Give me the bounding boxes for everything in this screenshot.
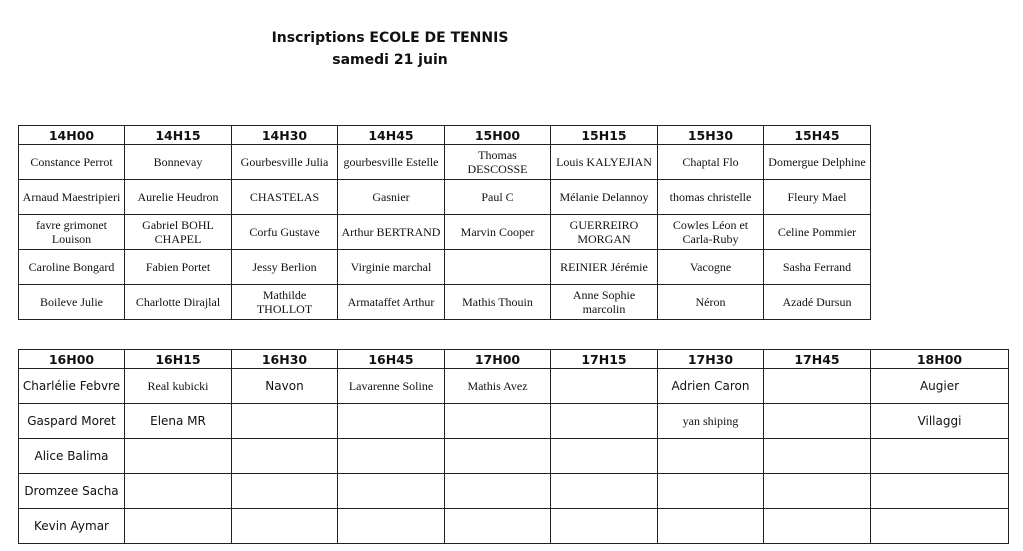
- registrant-cell: Gourbesville Julia: [232, 145, 338, 180]
- table-row: [19, 474, 1009, 509]
- registrant-cell: Louis KALYEJIAN: [551, 145, 658, 180]
- registrant-cell: yan shiping: [658, 404, 764, 439]
- schedule-table-afternoon-early: [18, 125, 871, 320]
- registrant-cell: [125, 509, 232, 544]
- page-subtitle-date: samedi 21 juin: [332, 52, 448, 68]
- registrant-cell: Arthur BERTRAND: [338, 215, 445, 250]
- time-slot-header: 16H00: [19, 350, 125, 369]
- registrant-cell: [445, 439, 551, 474]
- table-row: [19, 215, 871, 250]
- registrant-cell: Néron: [658, 285, 764, 320]
- time-slot-header: 15H15: [551, 126, 658, 145]
- registrant-cell: favre grimonet Louison: [19, 215, 125, 250]
- time-slot-header: 15H30: [658, 126, 764, 145]
- time-slot-header: 16H45: [338, 350, 445, 369]
- time-slot-header: 15H45: [764, 126, 871, 145]
- time-slot-header: 14H30: [232, 126, 338, 145]
- registrant-cell: [551, 474, 658, 509]
- registrant-cell: CHASTELAS: [232, 180, 338, 215]
- registrant-cell: [338, 474, 445, 509]
- page-title: Inscriptions ECOLE DE TENNIS: [271, 30, 509, 46]
- registrant-cell: [445, 404, 551, 439]
- registrant-cell: [871, 439, 1009, 474]
- registrant-cell: Sasha Ferrand: [764, 250, 871, 285]
- registrant-cell: Marvin Cooper: [445, 215, 551, 250]
- registrant-cell: Celine Pommier: [764, 215, 871, 250]
- registrant-cell: [658, 439, 764, 474]
- registrant-cell: [445, 509, 551, 544]
- registrant-cell: Augier: [871, 369, 1009, 404]
- registrant-cell: REINIER Jérémie: [551, 250, 658, 285]
- time-slot-header: 17H45: [764, 350, 871, 369]
- time-slot-header: 14H15: [125, 126, 232, 145]
- registrant-cell: [551, 369, 658, 404]
- registrant-cell: Bonnevay: [125, 145, 232, 180]
- registrant-cell: Azadé Dursun: [764, 285, 871, 320]
- registrant-cell: Vacogne: [658, 250, 764, 285]
- registrant-cell: [658, 509, 764, 544]
- table-row: [19, 509, 1009, 544]
- time-slot-header: 15H00: [445, 126, 551, 145]
- registrant-cell: [551, 404, 658, 439]
- registrant-cell: [445, 474, 551, 509]
- registrant-cell: [338, 509, 445, 544]
- time-slot-header: 14H00: [19, 126, 125, 145]
- registrant-cell: [232, 474, 338, 509]
- registrant-cell: [232, 404, 338, 439]
- registrant-cell: [125, 439, 232, 474]
- registrant-cell: Alice Balima: [19, 439, 125, 474]
- registrant-cell: Caroline Bongard: [19, 250, 125, 285]
- registrant-cell: Chaptal Flo: [658, 145, 764, 180]
- table-header-row: [19, 350, 1009, 369]
- registrant-cell: gourbesville Estelle: [338, 145, 445, 180]
- registrant-cell: [764, 509, 871, 544]
- time-slot-header: 16H30: [232, 350, 338, 369]
- time-slot-header: 14H45: [338, 126, 445, 145]
- registrant-cell: Aurelie Heudron: [125, 180, 232, 215]
- registrant-cell: Cowles Léon et Carla-Ruby: [658, 215, 764, 250]
- time-slot-header: 17H00: [445, 350, 551, 369]
- registrant-cell: Boileve Julie: [19, 285, 125, 320]
- registrant-cell: [764, 474, 871, 509]
- registrant-cell: Constance Perrot: [19, 145, 125, 180]
- time-slot-header: 17H30: [658, 350, 764, 369]
- registrant-cell: Dromzee Sacha: [19, 474, 125, 509]
- registrant-cell: Domergue Delphine: [764, 145, 871, 180]
- registrant-cell: Villaggi: [871, 404, 1009, 439]
- registrant-cell: [551, 439, 658, 474]
- registrant-cell: Virginie marchal: [338, 250, 445, 285]
- registrant-cell: [338, 404, 445, 439]
- registrant-cell: Charlotte Dirajlal: [125, 285, 232, 320]
- registrant-cell: [764, 369, 871, 404]
- registrant-cell: Navon: [232, 369, 338, 404]
- registrant-cell: [125, 474, 232, 509]
- registrant-cell: Mathis Avez: [445, 369, 551, 404]
- registrant-cell: [871, 474, 1009, 509]
- time-slot-header: 16H15: [125, 350, 232, 369]
- table-row: [19, 404, 1009, 439]
- registrant-cell: [551, 509, 658, 544]
- registrant-cell: Mélanie Delannoy: [551, 180, 658, 215]
- table-row: [19, 369, 1009, 404]
- registrant-cell: [232, 439, 338, 474]
- registrant-cell: Elena MR: [125, 404, 232, 439]
- registrant-cell: GUERREIRO MORGAN: [551, 215, 658, 250]
- registrant-cell: Mathilde THOLLOT: [232, 285, 338, 320]
- registrant-cell: thomas christelle: [658, 180, 764, 215]
- time-slot-header: 17H15: [551, 350, 658, 369]
- table-row: [19, 180, 871, 215]
- registrant-cell: Corfu Gustave: [232, 215, 338, 250]
- registrant-cell: Fleury Mael: [764, 180, 871, 215]
- registrant-cell: [764, 404, 871, 439]
- table-row: [19, 145, 871, 180]
- registrant-cell: Arnaud Maestripieri: [19, 180, 125, 215]
- schedule-table-afternoon-late: [18, 349, 1009, 544]
- table-row: [19, 285, 871, 320]
- registrant-cell: Paul C: [445, 180, 551, 215]
- registrant-cell: Gaspard Moret: [19, 404, 125, 439]
- registrant-cell: Fabien Portet: [125, 250, 232, 285]
- registrant-cell: Real kubicki: [125, 369, 232, 404]
- registrant-cell: [871, 509, 1009, 544]
- registrant-cell: Adrien Caron: [658, 369, 764, 404]
- registrant-cell: [764, 439, 871, 474]
- table-header-row: [19, 126, 871, 145]
- table-row: [19, 250, 871, 285]
- table-row: [19, 439, 1009, 474]
- registrant-cell: [658, 474, 764, 509]
- registrant-cell: Armataffet Arthur: [338, 285, 445, 320]
- registrant-cell: Mathis Thouin: [445, 285, 551, 320]
- registrant-cell: Lavarenne Soline: [338, 369, 445, 404]
- registrant-cell: [338, 439, 445, 474]
- registrant-cell: Jessy Berlion: [232, 250, 338, 285]
- registrant-cell: [232, 509, 338, 544]
- registrant-cell: Thomas DESCOSSE: [445, 145, 551, 180]
- registrant-cell: Charlélie Febvre: [19, 369, 125, 404]
- registrant-cell: [445, 250, 551, 285]
- registrant-cell: Anne Sophie marcolin: [551, 285, 658, 320]
- registrant-cell: Kevin Aymar: [19, 509, 125, 544]
- registrant-cell: Gasnier: [338, 180, 445, 215]
- time-slot-header: 18H00: [871, 350, 1009, 369]
- registrant-cell: Gabriel BOHL CHAPEL: [125, 215, 232, 250]
